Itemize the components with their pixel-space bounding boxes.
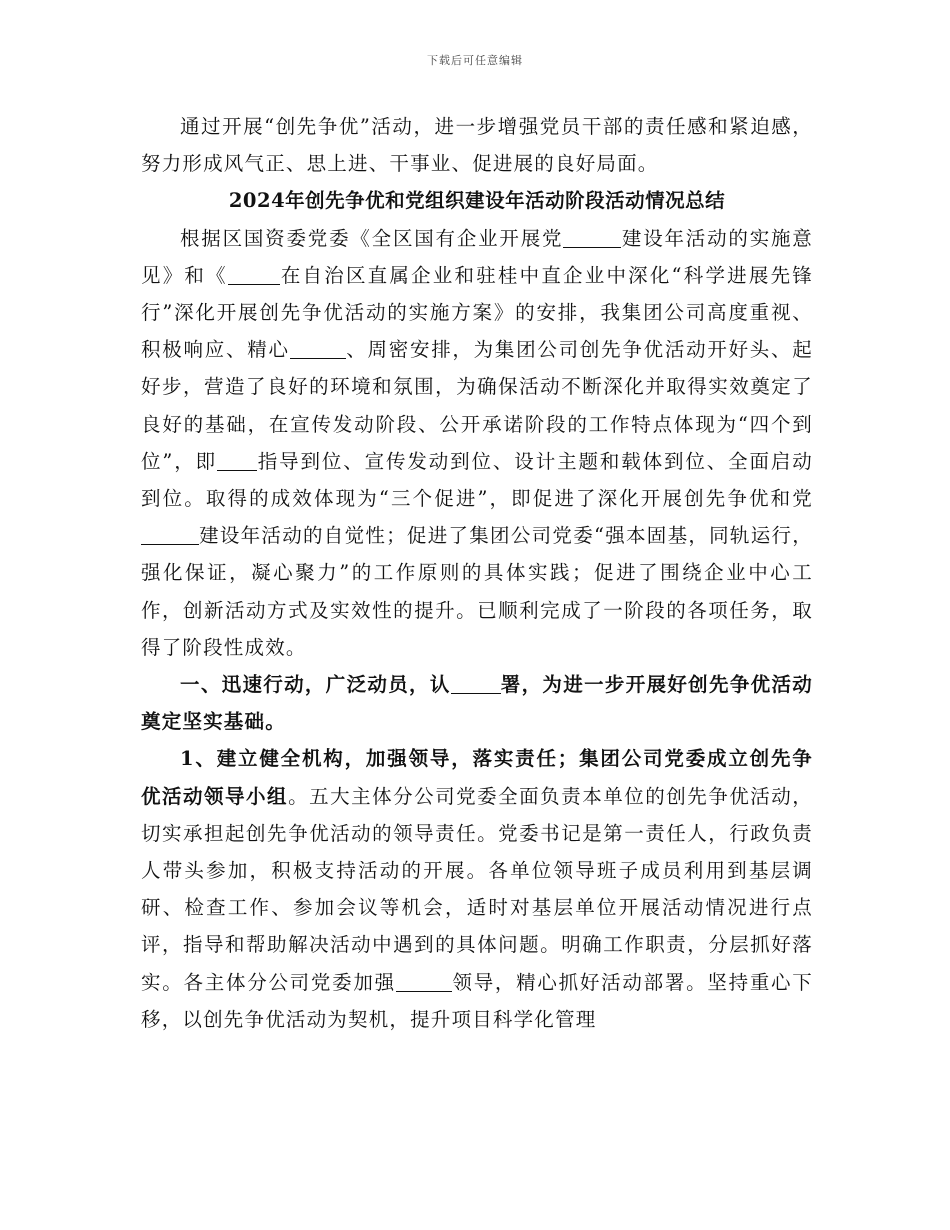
paragraph-2-text-a: 。五大主体分公司党委全面负责本单位的创先争优活动，切实承担起创先争优活动的领导责任。党委书记是第一责任人，行政负责人带头参加，积极支持活动的开展。各单位领导班子成员利用到基层调研、检查工作、参加会议等机会，适时对基层单位开展活动情况进行点评，指导和帮助解决活动中遇到的具体问题。明确工作职责，分层抓好落实。各主体分公司党委加强 <box>141 784 813 994</box>
paragraph-1-text-b: 建设年活动的实施意见》和《 <box>141 226 813 287</box>
paragraph-1-text-f: 建设年活动的自觉性；促进了集团公司党委“强本固基，同轨运行，强化保证，凝心聚力”的工作原则的具体实践；促进了围绕企业中心工作，创新活动方式及实效性的提升。已顺利完成了一阶段的各项任务，取得了阶段性成效。 <box>141 524 813 659</box>
paragraph-1-text-a: 根据区国资委党委《全区国有企业开展党 <box>180 226 564 250</box>
blank-field <box>396 971 452 992</box>
header-note: 下载后可任意编辑 <box>427 54 523 67</box>
intro-paragraph: 通过开展“创先争优”活动，进一步增强党员干部的责任感和紧迫感，努力形成风气正、思上进、干事业、促进展的良好局面。 <box>141 115 813 176</box>
document-body <box>141 108 813 1038</box>
paragraph-1-text-d: 、周密安排，为集团公司创先争优活动开好头、起好步，营造了良好的环境和氛围，为确保活动不断深化并取得实效奠定了良好的基础，在宣传发动阶段、公开承诺阶段的工作特点体现为“四个到位”，即 <box>141 338 813 473</box>
paragraph-1 <box>141 220 813 666</box>
blank-field <box>228 264 280 285</box>
section-heading-1 <box>141 666 813 740</box>
document-title: 2024年创先争优和党组织建设年活动阶段活动情况总结 <box>228 189 726 213</box>
blank-field <box>217 450 257 471</box>
paragraph-1-text-e: 指导到位、宣传发动到位、设计主题和载体到位、全面启动到位。取得的成效体现为“三个促进”，即促进了深化开展创先争优和党 <box>141 449 813 511</box>
paragraph-2 <box>141 740 813 1038</box>
blank-field <box>141 525 199 546</box>
blank-field <box>290 339 346 360</box>
paragraph-2-lead: 1、建立健全机构，加强领导，落实责任；集团公司党委成立创先争优活动领导小组 <box>141 747 813 808</box>
section-heading-text-a: 一、迅速行动，广泛动员，认 <box>180 673 451 697</box>
section-heading-text-b: 署，为进一步开展好创先争优活动奠定坚实基础。 <box>141 673 813 734</box>
blank-field <box>451 674 501 695</box>
paragraph-2-text-b: 领导，精心抓好活动部署。坚持重心下移，以创先争优活动为契机，提升项目科学化管理 <box>141 970 814 1031</box>
paragraph-1-text-c: 在自治区直属企业和驻桂中直企业中深化“科学进展先锋行”深化开展创先争优活动的实施方案》的安排，我集团公司高度重视、积极响应、精心 <box>141 263 813 362</box>
blank-field <box>563 227 621 248</box>
